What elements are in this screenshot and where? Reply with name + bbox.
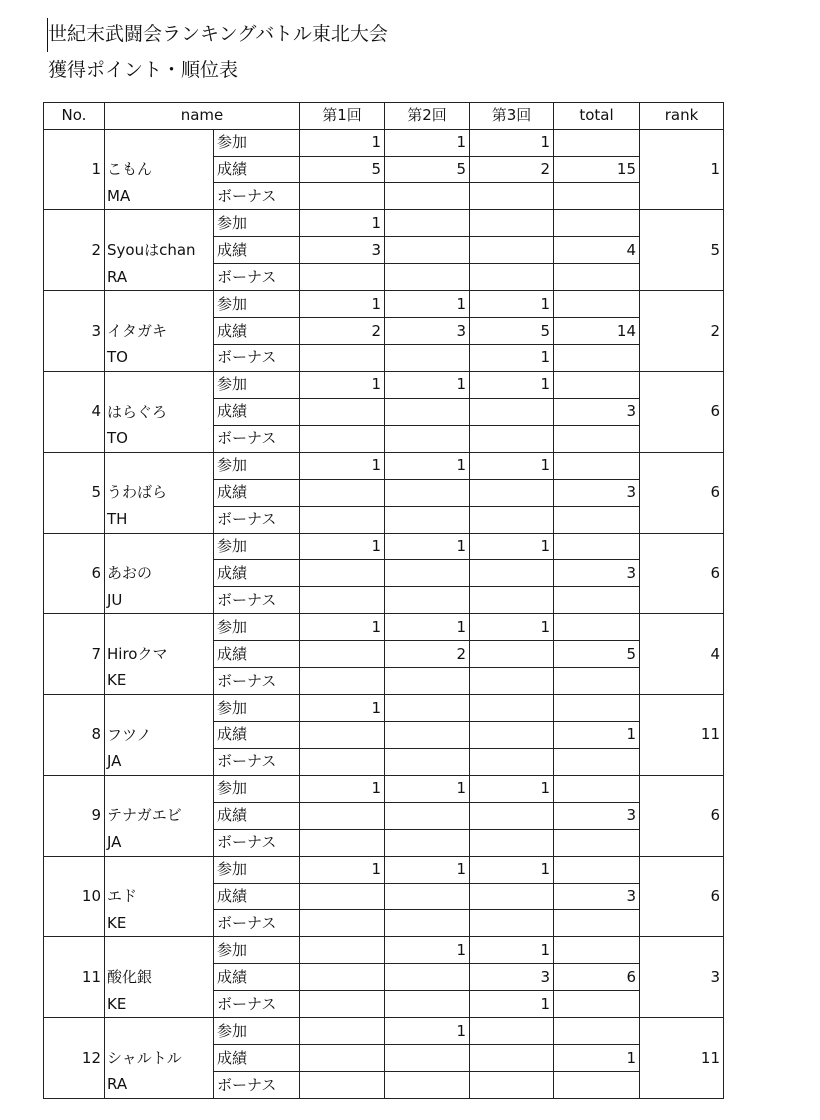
total-empty [554, 614, 640, 641]
round2-value [385, 1072, 470, 1099]
total-empty [554, 129, 640, 156]
total-empty [554, 748, 640, 775]
round3-value: 1 [470, 775, 554, 802]
name-spacer [107, 776, 213, 803]
round2-value: 2 [385, 641, 470, 668]
total-value: 3 [554, 883, 640, 910]
entry-region: RA [107, 1075, 128, 1094]
round1-value [300, 991, 385, 1018]
round2-value [385, 883, 470, 910]
row-type-label: 成績 [214, 560, 300, 587]
entry-name: はらぐろ [107, 402, 168, 421]
total-value: 1 [554, 721, 640, 748]
rank-value: 11 [640, 695, 724, 776]
header-rank: rank [640, 103, 724, 130]
round2-value [385, 425, 470, 452]
row-type-label: 参加 [214, 210, 300, 237]
round3-value [470, 695, 554, 722]
row-type-label: ボーナス [214, 506, 300, 533]
total-value: 15 [554, 156, 640, 183]
round3-value [470, 560, 554, 587]
total-value: 3 [554, 802, 640, 829]
row-type-label: 成績 [214, 1045, 300, 1072]
round1-value: 1 [300, 371, 385, 398]
round3-value [470, 183, 554, 210]
round2-value [385, 1045, 470, 1072]
round1-value: 1 [300, 856, 385, 883]
table-row [44, 371, 724, 398]
table-row [44, 856, 724, 883]
round2-value: 1 [385, 452, 470, 479]
round2-value: 1 [385, 937, 470, 964]
row-type-label: 参加 [214, 614, 300, 641]
round3-value [470, 1045, 554, 1072]
rank-value: 6 [640, 533, 724, 614]
round2-value [385, 237, 470, 264]
round3-value [470, 479, 554, 506]
round3-value [470, 1072, 554, 1099]
round3-value: 1 [470, 345, 554, 372]
entry-name-cell [105, 210, 214, 291]
name-spacer [107, 291, 213, 318]
round1-value [300, 910, 385, 937]
entry-region: KE [107, 913, 127, 932]
total-empty [554, 587, 640, 614]
round1-value [300, 668, 385, 695]
round1-value [300, 721, 385, 748]
entry-name-cell [105, 1018, 214, 1099]
round2-value [385, 479, 470, 506]
total-empty [554, 452, 640, 479]
round3-value: 3 [470, 964, 554, 991]
entry-name-cell [105, 614, 214, 695]
round2-value: 1 [385, 856, 470, 883]
round1-value: 2 [300, 318, 385, 345]
round2-value [385, 829, 470, 856]
round2-value [385, 695, 470, 722]
row-type-label: 参加 [214, 129, 300, 156]
round3-value [470, 721, 554, 748]
round1-value: 1 [300, 129, 385, 156]
entry-number: 11 [44, 937, 105, 1018]
row-type-label: 参加 [214, 533, 300, 560]
rank-value: 6 [640, 371, 724, 452]
round2-value [385, 964, 470, 991]
entry-region: RA [107, 267, 128, 286]
round2-value: 1 [385, 129, 470, 156]
round3-value [470, 506, 554, 533]
round1-value [300, 883, 385, 910]
round3-value [470, 910, 554, 937]
header-round1: 第1回 [300, 103, 385, 130]
name-spacer [107, 695, 213, 722]
table-body [44, 129, 724, 1098]
round2-value [385, 668, 470, 695]
total-empty [554, 210, 640, 237]
header-round2: 第2回 [385, 103, 470, 130]
row-type-label: 参加 [214, 695, 300, 722]
round3-value [470, 748, 554, 775]
entry-region: MA [107, 186, 131, 205]
round1-value [300, 345, 385, 372]
entry-name: エド [107, 887, 138, 906]
total-empty [554, 1072, 640, 1099]
row-type-label: 参加 [214, 775, 300, 802]
table-row [44, 695, 724, 722]
table-row [44, 291, 724, 318]
row-type-label: 参加 [214, 856, 300, 883]
total-value: 3 [554, 398, 640, 425]
round1-value [300, 964, 385, 991]
round3-value [470, 883, 554, 910]
round2-value [385, 506, 470, 533]
round2-value [385, 398, 470, 425]
total-empty [554, 264, 640, 291]
row-type-label: 成績 [214, 479, 300, 506]
row-type-label: ボーナス [214, 910, 300, 937]
entry-name: フツノ [107, 725, 152, 744]
total-value: 5 [554, 641, 640, 668]
row-type-label: 参加 [214, 1018, 300, 1045]
total-empty [554, 1018, 640, 1045]
rank-value: 6 [640, 452, 724, 533]
entry-number: 10 [44, 856, 105, 937]
entry-number: 7 [44, 614, 105, 695]
total-empty [554, 937, 640, 964]
rank-value: 1 [640, 129, 724, 210]
round3-value [470, 587, 554, 614]
rank-value: 11 [640, 1018, 724, 1099]
table-row [44, 1018, 724, 1045]
rank-value: 6 [640, 775, 724, 856]
name-spacer [107, 1018, 213, 1045]
round2-value [385, 721, 470, 748]
entry-name-cell [105, 937, 214, 1018]
row-type-label: ボーナス [214, 668, 300, 695]
round2-value: 3 [385, 318, 470, 345]
round1-value [300, 641, 385, 668]
rank-value: 4 [640, 614, 724, 695]
round3-value [470, 425, 554, 452]
round2-value [385, 910, 470, 937]
round2-value [385, 748, 470, 775]
total-value: 3 [554, 560, 640, 587]
row-type-label: 参加 [214, 371, 300, 398]
row-type-label: 参加 [214, 937, 300, 964]
entry-name-cell [105, 129, 214, 210]
round1-value: 1 [300, 614, 385, 641]
round3-value [470, 829, 554, 856]
entry-name: こもん [107, 160, 153, 179]
entry-name-cell [105, 291, 214, 372]
round1-value [300, 425, 385, 452]
round2-value [385, 560, 470, 587]
entry-name: シャルトル [107, 1048, 182, 1067]
round1-value: 3 [300, 237, 385, 264]
entry-name-cell [105, 452, 214, 533]
round1-value: 1 [300, 210, 385, 237]
round3-value: 1 [470, 856, 554, 883]
name-spacer [107, 857, 213, 884]
total-empty [554, 695, 640, 722]
round1-value [300, 560, 385, 587]
header-no: No. [44, 103, 105, 130]
row-type-label: ボーナス [214, 748, 300, 775]
round3-value [470, 641, 554, 668]
entry-region: TO [107, 429, 128, 448]
round3-value: 5 [470, 318, 554, 345]
round1-value [300, 1072, 385, 1099]
entry-name-cell [105, 533, 214, 614]
round2-value [385, 264, 470, 291]
table-row [44, 129, 724, 156]
round2-value: 1 [385, 614, 470, 641]
round3-value: 1 [470, 991, 554, 1018]
name-spacer [107, 614, 213, 641]
entry-name-cell [105, 856, 214, 937]
entry-name: Syouはchan [107, 240, 196, 259]
round1-value: 1 [300, 695, 385, 722]
document-subtitle: 獲得ポイント・順位表 [48, 59, 239, 81]
table-row [44, 210, 724, 237]
table-row [44, 937, 724, 964]
round3-value [470, 398, 554, 425]
round3-value [470, 210, 554, 237]
name-spacer [107, 453, 213, 480]
entry-number: 1 [44, 129, 105, 210]
total-value: 3 [554, 479, 640, 506]
entry-number: 2 [44, 210, 105, 291]
entry-number: 8 [44, 695, 105, 776]
table-row [44, 614, 724, 641]
total-value: 6 [554, 964, 640, 991]
header-total: total [554, 103, 640, 130]
rank-value: 2 [640, 291, 724, 372]
row-type-label: 成績 [214, 641, 300, 668]
row-type-label: 成績 [214, 802, 300, 829]
total-empty [554, 910, 640, 937]
total-empty [554, 991, 640, 1018]
round3-value [470, 668, 554, 695]
row-type-label: 参加 [214, 291, 300, 318]
round2-value [385, 991, 470, 1018]
row-type-label: ボーナス [214, 425, 300, 452]
row-type-label: ボーナス [214, 587, 300, 614]
row-type-label: 成績 [214, 964, 300, 991]
round3-value [470, 802, 554, 829]
round1-value: 1 [300, 775, 385, 802]
total-value: 14 [554, 318, 640, 345]
entry-name: テナガエビ [107, 806, 182, 825]
name-spacer [107, 937, 213, 964]
row-type-label: 参加 [214, 452, 300, 479]
row-type-label: 成績 [214, 398, 300, 425]
row-type-label: ボーナス [214, 183, 300, 210]
rank-value: 5 [640, 210, 724, 291]
round3-value: 1 [470, 937, 554, 964]
entry-name: あおの [107, 564, 153, 583]
document-title: 世紀末武闘会ランキングバトル東北大会 [48, 23, 388, 45]
round3-value [470, 264, 554, 291]
round2-value: 1 [385, 371, 470, 398]
entry-name: 酸化銀 [107, 968, 153, 986]
round1-value [300, 264, 385, 291]
round2-value [385, 345, 470, 372]
total-empty [554, 371, 640, 398]
total-empty [554, 183, 640, 210]
entry-region: KE [107, 994, 127, 1013]
entry-name: イタガキ [107, 321, 168, 340]
entry-region: KE [107, 671, 127, 690]
name-spacer [107, 210, 213, 237]
entry-region: TO [107, 348, 128, 367]
row-type-label: ボーナス [214, 991, 300, 1018]
header-name: name [105, 103, 300, 130]
total-empty [554, 291, 640, 318]
row-type-label: ボーナス [214, 1072, 300, 1099]
table-row [44, 452, 724, 479]
total-empty [554, 856, 640, 883]
round1-value [300, 748, 385, 775]
round1-value [300, 937, 385, 964]
round3-value: 1 [470, 129, 554, 156]
ranking-table [43, 102, 724, 1099]
entry-region: JA [107, 752, 122, 771]
round2-value: 1 [385, 775, 470, 802]
round1-value [300, 183, 385, 210]
entry-region: TH [107, 509, 128, 528]
entry-number: 4 [44, 371, 105, 452]
total-empty [554, 668, 640, 695]
round3-value: 1 [470, 371, 554, 398]
round1-value [300, 829, 385, 856]
round1-value [300, 802, 385, 829]
entry-number: 3 [44, 291, 105, 372]
round1-value: 1 [300, 291, 385, 318]
row-type-label: ボーナス [214, 264, 300, 291]
total-empty [554, 533, 640, 560]
round1-value [300, 479, 385, 506]
round2-value [385, 802, 470, 829]
round2-value: 1 [385, 291, 470, 318]
entry-number: 6 [44, 533, 105, 614]
row-type-label: 成績 [214, 237, 300, 264]
entry-number: 5 [44, 452, 105, 533]
total-empty [554, 345, 640, 372]
name-spacer [107, 534, 213, 561]
entry-name-cell [105, 695, 214, 776]
entry-name: うわばら [107, 483, 168, 502]
row-type-label: 成績 [214, 883, 300, 910]
round2-value [385, 210, 470, 237]
entry-region: JU [107, 590, 123, 609]
total-value: 4 [554, 237, 640, 264]
total-value: 1 [554, 1045, 640, 1072]
entry-number: 12 [44, 1018, 105, 1099]
round1-value: 1 [300, 533, 385, 560]
total-empty [554, 425, 640, 452]
table-row [44, 775, 724, 802]
round2-value: 5 [385, 156, 470, 183]
entry-name-cell [105, 371, 214, 452]
round2-value: 1 [385, 533, 470, 560]
table-row [44, 533, 724, 560]
round1-value [300, 398, 385, 425]
row-type-label: 成績 [214, 318, 300, 345]
round2-value: 1 [385, 1018, 470, 1045]
rank-value: 3 [640, 937, 724, 1018]
round3-value: 1 [470, 291, 554, 318]
entry-name-cell [105, 775, 214, 856]
total-empty [554, 506, 640, 533]
round1-value [300, 1045, 385, 1072]
row-type-label: 成績 [214, 156, 300, 183]
round1-value: 1 [300, 452, 385, 479]
entry-number: 9 [44, 775, 105, 856]
row-type-label: 成績 [214, 721, 300, 748]
name-spacer [107, 130, 213, 157]
name-spacer [107, 372, 213, 399]
round2-value [385, 587, 470, 614]
row-type-label: ボーナス [214, 345, 300, 372]
entry-region: JA [107, 833, 122, 852]
total-empty [554, 829, 640, 856]
round3-value: 1 [470, 452, 554, 479]
header-round3: 第3回 [470, 103, 554, 130]
row-type-label: ボーナス [214, 829, 300, 856]
round3-value: 1 [470, 533, 554, 560]
header-row [44, 103, 724, 130]
round1-value [300, 1018, 385, 1045]
round3-value [470, 1018, 554, 1045]
round1-value: 5 [300, 156, 385, 183]
entry-name: Hiroクマ [107, 644, 168, 663]
round2-value [385, 183, 470, 210]
rank-value: 6 [640, 856, 724, 937]
round3-value: 2 [470, 156, 554, 183]
round1-value [300, 587, 385, 614]
round3-value: 1 [470, 614, 554, 641]
round3-value [470, 237, 554, 264]
round1-value [300, 506, 385, 533]
total-empty [554, 775, 640, 802]
